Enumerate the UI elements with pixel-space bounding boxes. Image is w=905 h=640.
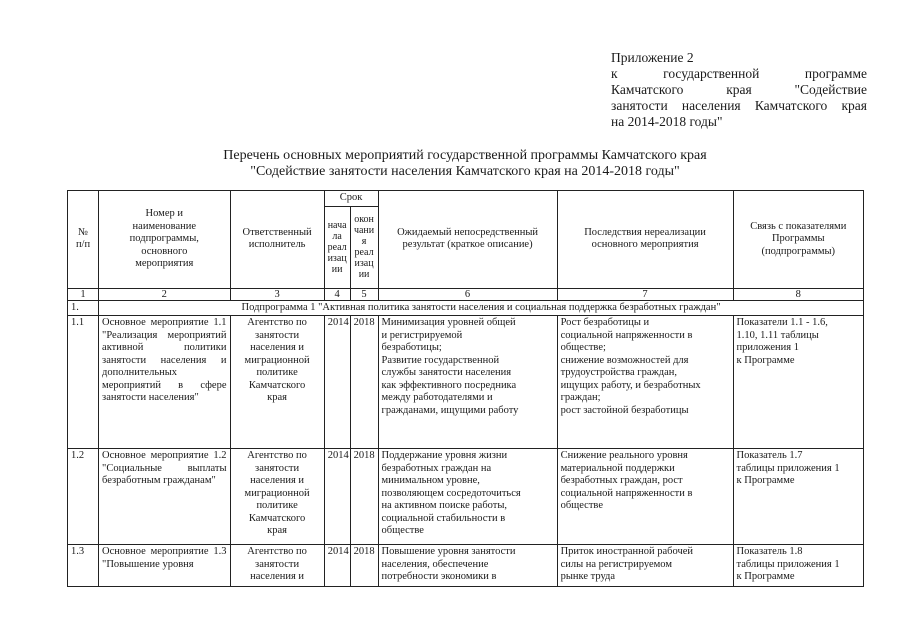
document-title [150,148,780,180]
row-result: Минимизация уровней общей и регистрируемой безработицы; Развитие государственной службы занятости населения как эффективного посредника между работодателями и гражданами, ищущими работу [378,316,557,449]
appendix-line-3: Камчатского края "Содействие [611,82,867,97]
row-consequences: Снижение реального уровня материальной поддержки безработных граждан, рост социальной напряженности в обществе [557,449,733,545]
appendix-line-1: Приложение 2 [611,50,694,65]
col-number: 2 [99,288,230,300]
table-row [68,316,864,449]
header-start: нача ла реал изац ии [324,206,350,288]
appendix-line-5: на 2014-2018 годы" [611,114,723,129]
title-line-1: Перечень основных мероприятий государственной программы Камчатского края [223,148,707,163]
appendix-line-4: занятости населения Камчатского края [611,98,867,113]
row-start: 2014 [324,545,350,587]
row-start: 2014 [324,316,350,449]
row-consequences: Приток иностранной рабочей силы на регистрируемом рынке труда [557,545,733,587]
header-result: Ожидаемый непосредственный результат (краткое описание) [378,191,557,289]
row-name: Основное мероприятие 1.2 "Социальные выплаты безработным гражданам" [99,449,230,545]
subprogram-num: 1. [68,300,99,316]
col-number: 8 [733,288,863,300]
header-link: Связь с показателями Программы (подпрограммы) [733,191,863,289]
subprogram-row [68,300,864,316]
column-numbers-row [68,288,864,300]
header-executor: Ответственный исполнитель [230,191,324,289]
row-end: 2018 [350,316,378,449]
row-name: Основное мероприятие 1.1 "Реализация мероприятий активной политики занятости населения и дополнительных мероприятий в сфере занятости населения" [99,316,230,449]
col-number: 6 [378,288,557,300]
row-name: Основное мероприятие 1.3 "Повышение уровня [99,545,230,587]
row-num: 1.2 [68,449,99,545]
header-end: окон чани я реал изац ии [350,206,378,288]
row-result: Поддержание уровня жизни безработных граждан на минимальном уровне, позволяющем сосредоточиться на активном поиске работы, социальной стабильности в обществе [378,449,557,545]
row-consequences: Рост безработицы и социальной напряженности в обществе; снижение возможностей для трудоустройства граждан, ищущих работу, и безработных граждан; рост застойной безработицы [557,316,733,449]
row-link: Показатель 1.7 таблицы приложения 1 к Программе [733,449,863,545]
col-number: 4 [324,288,350,300]
measures-table [67,190,864,587]
row-num: 1.3 [68,545,99,587]
appendix-header [611,50,867,130]
header-name: Номер и наименование подпрограммы, основного мероприятия [99,191,230,289]
appendix-line-2: к государственной программе [611,66,867,81]
table-row [68,545,864,587]
row-start: 2014 [324,449,350,545]
header-consequences: Последствия нереализации основного мероприятия [557,191,733,289]
header-num: № п/п [68,191,99,289]
subprogram-title: Подпрограмма 1 "Активная политика занятости населения и социальная поддержка безработных граждан" [99,300,864,316]
col-number: 1 [68,288,99,300]
header-term: Срок [324,191,378,207]
row-link: Показатели 1.1 - 1.6, 1.10, 1.11 таблицы приложения 1 к Программе [733,316,863,449]
title-line-2: "Содействие занятости населения Камчатского края на 2014-2018 годы" [250,164,680,179]
row-end: 2018 [350,449,378,545]
row-result: Повышение уровня занятости населения, обеспечение потребности экономики в [378,545,557,587]
row-executor: Агентство по занятости населения и миграционной политике Камчатского края [230,316,324,449]
table-row [68,449,864,545]
row-num: 1.1 [68,316,99,449]
col-number: 7 [557,288,733,300]
col-number: 5 [350,288,378,300]
row-executor: Агентство по занятости населения и миграционной политике Камчатского края [230,449,324,545]
col-number: 3 [230,288,324,300]
row-executor: Агентство по занятости населения и [230,545,324,587]
row-link: Показатель 1.8 таблицы приложения 1 к Программе [733,545,863,587]
row-end: 2018 [350,545,378,587]
